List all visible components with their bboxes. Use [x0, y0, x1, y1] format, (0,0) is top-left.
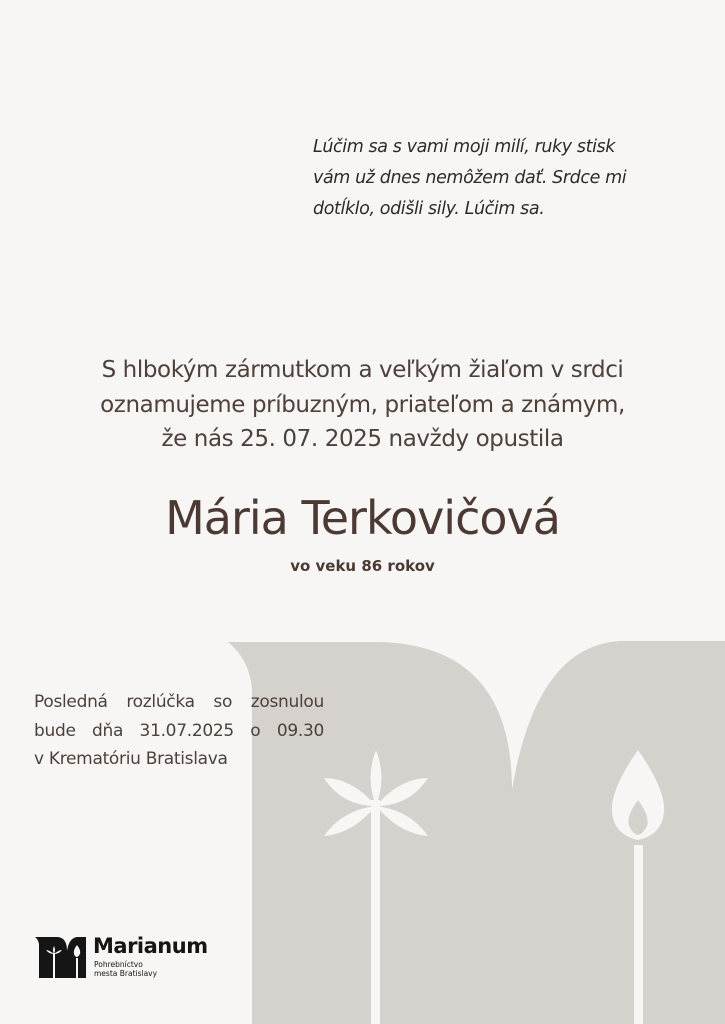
announcement-line: že nás 25. 07. 2025 navždy opustila [161, 426, 564, 452]
announcement-line: oznamujeme príbuzným, priateľom a známym, [100, 391, 625, 418]
funeral-line: Posledná rozlúčka so zosnulou [34, 692, 324, 712]
brand-subtitle-line: mesta Bratislavy [94, 969, 158, 978]
deceased-name: Mária Terkovičová [165, 491, 560, 545]
poem-line: dotĺklo, odišli sily. Lúčim sa. [313, 199, 545, 219]
brand-logo [34, 934, 254, 984]
funeral-details [34, 688, 324, 774]
funeral-line: bude dňa 31.07.2025 o 09.30 [34, 720, 324, 741]
funeral-line: v Krematóriu Bratislava [34, 749, 228, 769]
brand-subtitle [94, 960, 194, 978]
deceased-age: vo veku 86 rokov [290, 557, 435, 575]
brand-subtitle-line: Pohrebníctvo [94, 960, 143, 969]
brand-name: Marianum [93, 934, 208, 958]
poem-line: vám už dnes nemôžem dať. Srdce mi [313, 168, 627, 188]
announcement-line: S hlbokým zármutkom a veľkým žiaľom v srdci [101, 357, 624, 383]
marianum-logo-icon [34, 936, 86, 978]
poem-line: Lúčim sa s vami moji milí, ruky stisk [313, 137, 616, 157]
farewell-poem [313, 132, 693, 225]
announcement-text [40, 353, 685, 457]
